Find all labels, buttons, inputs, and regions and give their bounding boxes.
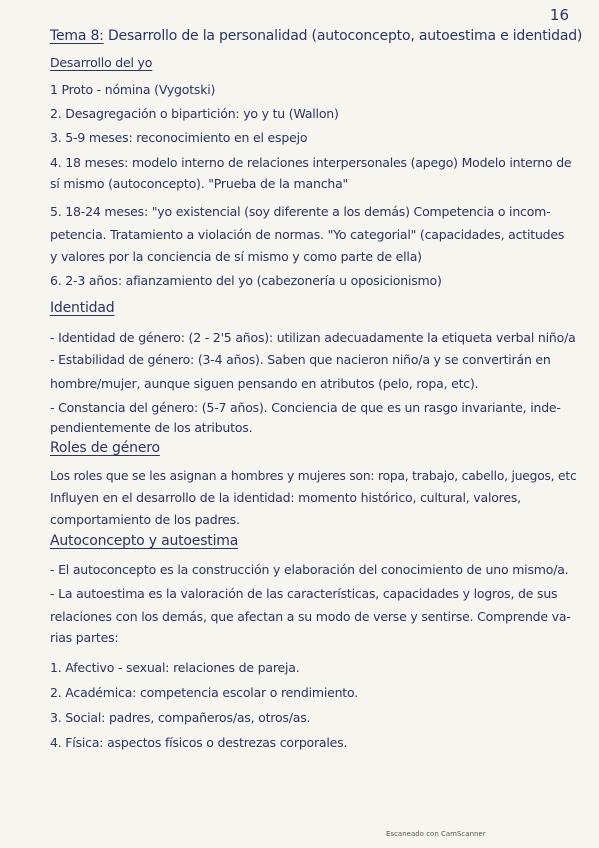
heading-roles-genero: Roles de género [50, 440, 160, 456]
desarrollo-line: petencia. Tratamiento a violación de normas. "Yo categorial" (capacidades, actitudes [50, 227, 565, 242]
autoconcepto-line: 4. Física: aspectos físicos o destrezas corporales. [50, 735, 348, 750]
identidad-line: hombre/mujer, aunque siguen pensando en atributos (pelo, ropa, etc). [50, 376, 479, 391]
identidad-line: - Constancia del género: (5-7 años). Conciencia de que es un rasgo invariante, inde- [50, 400, 561, 415]
desarrollo-line: 3. 5-9 meses: reconocimiento en el espejo [50, 130, 308, 145]
desarrollo-line: 2. Desagregación o bipartición: yo y tu (Wallon) [50, 106, 339, 121]
heading-desarrollo-yo: Desarrollo del yo [50, 55, 153, 70]
roles-line: Los roles que se les asignan a hombres y mujeres son: ropa, trabajo, cabello, juegos, etc [50, 469, 577, 483]
desarrollo-line: 1 Proto - nómina (Vygotski) [50, 82, 216, 97]
identidad-line: - Estabilidad de género: (3-4 años). Saben que nacieron niño/a y se convertirán en [50, 352, 551, 367]
page-title [50, 28, 582, 44]
heading-identidad: Identidad [50, 300, 115, 316]
title-label: Tema 8: [50, 28, 104, 44]
desarrollo-line: y valores por la conciencia de sí mismo y como parte de ella) [50, 249, 422, 264]
scanner-watermark: Escaneado con CamScanner [386, 830, 486, 838]
autoconcepto-line: relaciones con los demás, que afectan a su modo de verse y sentirse. Comprende va- [50, 609, 571, 624]
desarrollo-line: 6. 2-3 años: afianzamiento del yo (cabezonería u oposicionismo) [50, 273, 442, 288]
page-number: 16 [549, 6, 569, 24]
autoconcepto-line: rias partes: [50, 630, 119, 645]
heading-autoconcepto: Autoconcepto y autoestima [50, 533, 239, 549]
autoconcepto-line: 3. Social: padres, compañeros/as, otros/as. [50, 710, 311, 725]
autoconcepto-line: - El autoconcepto es la construcción y elaboración del conocimiento de uno mismo/a. [50, 562, 569, 577]
desarrollo-line: 5. 18-24 meses: "yo existencial (soy diferente a los demás) Competencia o incom- [50, 204, 551, 219]
identidad-line: - Identidad de género: (2 - 2'5 años): utilizan adecuadamente la etiqueta verbal niño/a [50, 330, 576, 345]
desarrollo-line: 4. 18 meses: modelo interno de relaciones interpersonales (apego) Modelo interno de [50, 155, 572, 170]
identidad-line: pendientemente de los atributos. [50, 420, 253, 435]
roles-line: comportamiento de los padres. [50, 512, 240, 527]
roles-line: Influyen en el desarrollo de la identidad: momento histórico, cultural, valores, [50, 490, 521, 505]
autoconcepto-line: - La autoestima es la valoración de las características, capacidades y logros, de sus [50, 586, 558, 601]
autoconcepto-line: 1. Afectivo - sexual: relaciones de pareja. [50, 660, 300, 675]
autoconcepto-line: 2. Académica: competencia escolar o rendimiento. [50, 685, 359, 700]
title-text: Desarrollo de la personalidad (autoconcepto, autoestima e identidad) [107, 28, 583, 44]
desarrollo-line: sí mismo (autoconcepto). "Prueba de la mancha" [50, 176, 349, 191]
